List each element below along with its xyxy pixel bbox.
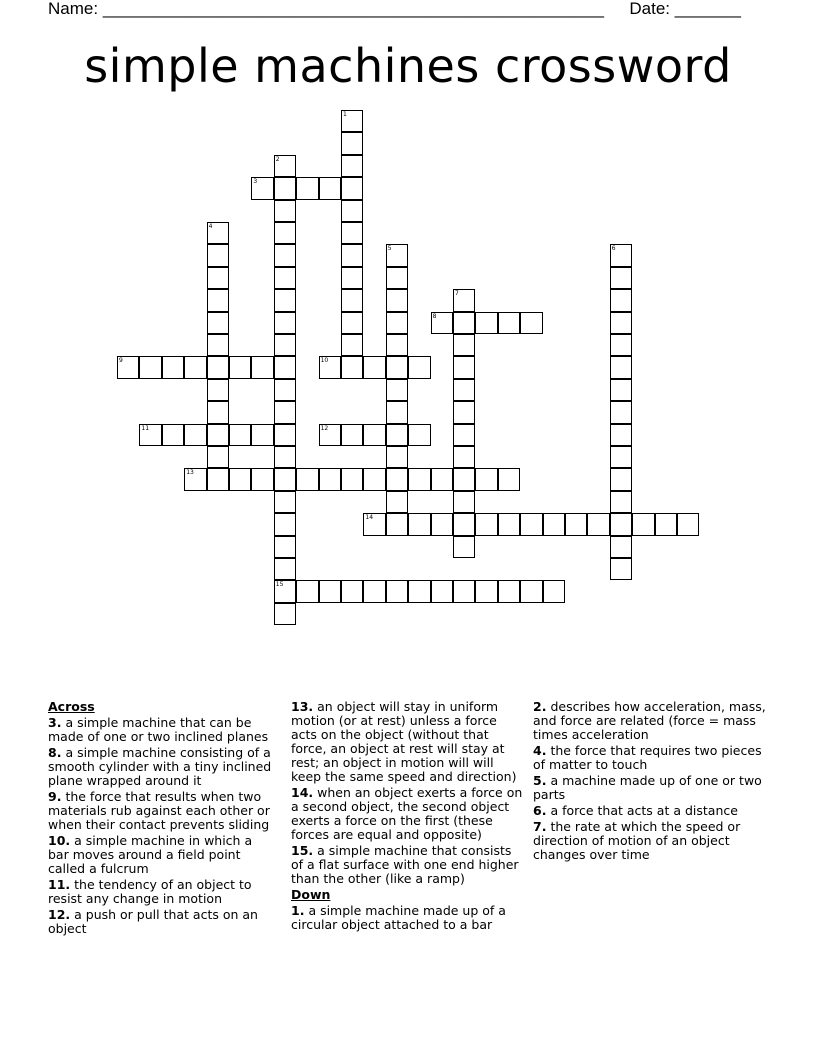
grid-cell[interactable] — [341, 312, 363, 334]
grid-cell[interactable] — [610, 289, 632, 311]
grid-cell[interactable] — [610, 491, 632, 513]
grid-cell[interactable] — [251, 468, 273, 490]
grid-cell[interactable] — [386, 424, 408, 446]
clue-text: a simple machine consisting of a smooth cylinder with a tiny inclined plane wrapped around it — [48, 745, 272, 788]
cell-number: 13 — [186, 469, 194, 477]
grid-cell[interactable] — [386, 513, 408, 535]
clue-text: describes how acceleration, mass, and force are related (force = mass times acceleration — [533, 699, 766, 742]
grid-cell[interactable] — [610, 558, 632, 580]
grid-cell[interactable] — [341, 289, 363, 311]
clue-across-9 — [48, 790, 276, 832]
grid-cell[interactable] — [453, 446, 475, 468]
clue-across-15 — [291, 844, 523, 886]
cell-number: 3 — [253, 178, 258, 186]
cell-number: 7 — [455, 290, 459, 298]
grid-cell[interactable] — [341, 132, 363, 154]
cell-number: 1 — [343, 111, 347, 118]
grid-cell[interactable] — [207, 356, 229, 378]
grid-cell[interactable] — [453, 401, 475, 423]
grid-cell[interactable] — [162, 424, 184, 446]
cell-number: 8 — [432, 312, 437, 320]
grid-cell[interactable] — [408, 424, 430, 446]
grid-cell[interactable] — [386, 468, 408, 490]
grid-cell[interactable] — [319, 580, 341, 602]
grid-cell[interactable] — [162, 356, 184, 378]
grid-cell[interactable] — [341, 200, 363, 222]
grid-cell[interactable] — [520, 580, 542, 602]
cell-number: 14 — [365, 514, 374, 522]
grid-cell[interactable] — [587, 513, 609, 535]
grid-cell[interactable] — [274, 424, 296, 446]
clue-text: when an object exerts a force on a second object, the second object exerts a force on the first (these forces are equal and opposite) — [291, 785, 523, 842]
clue-number: 11. — [48, 877, 71, 892]
clue-across-12 — [48, 908, 276, 936]
clue-number: 6. — [533, 803, 547, 818]
grid-cell[interactable] — [274, 491, 296, 513]
grid-cell[interactable] — [386, 289, 408, 311]
grid-cell[interactable] — [431, 468, 453, 490]
clue-text: the force that requires two pieces of matter to touch — [533, 743, 762, 772]
grid-cell[interactable] — [184, 424, 206, 446]
grid-cell[interactable] — [274, 558, 296, 580]
clue-across-14 — [291, 786, 523, 842]
clue-text: a simple machine that can be made of one or two inclined planes — [48, 715, 269, 744]
clue-text: a force that acts at a distance — [550, 803, 738, 818]
grid-cell[interactable] — [386, 401, 408, 423]
grid-cell[interactable] — [207, 289, 229, 311]
grid-cell[interactable] — [274, 603, 296, 625]
grid-cell[interactable] — [341, 356, 363, 378]
grid-cell[interactable] — [274, 200, 296, 222]
grid-cell[interactable] — [520, 513, 542, 535]
grid-cell[interactable] — [341, 177, 363, 199]
grid-cell[interactable] — [386, 379, 408, 401]
clue-text: a simple machine in which a bar moves around a field point called a fulcrum — [48, 833, 253, 876]
grid-cell[interactable] — [341, 267, 363, 289]
cell-number: 10 — [320, 357, 329, 365]
grid-cell[interactable] — [386, 580, 408, 602]
grid-cell[interactable] — [207, 379, 229, 401]
grid-cell[interactable] — [565, 513, 587, 535]
name-label: Name: — [48, 0, 99, 18]
grid-cell[interactable] — [475, 312, 497, 334]
grid-cell[interactable] — [184, 356, 206, 378]
grid-cell[interactable] — [408, 468, 430, 490]
cell-number: 2 — [275, 155, 280, 163]
down-heading: Down — [291, 887, 331, 902]
grid-cell[interactable] — [319, 468, 341, 490]
page-title: simple machines crossword — [84, 39, 732, 93]
clue-down-6 — [533, 804, 769, 818]
clue-number: 9. — [48, 789, 62, 804]
grid-cell[interactable] — [610, 468, 632, 490]
grid-cell[interactable] — [341, 155, 363, 177]
clue-number: 12. — [48, 907, 71, 922]
grid-cell[interactable] — [475, 580, 497, 602]
grid-cell[interactable] — [453, 356, 475, 378]
grid-cell[interactable] — [274, 334, 296, 356]
grid-cell[interactable] — [251, 424, 273, 446]
clue-number: 10. — [48, 833, 71, 848]
grid-cell[interactable] — [274, 468, 296, 490]
grid-cell[interactable] — [274, 379, 296, 401]
grid-cell[interactable] — [386, 312, 408, 334]
clue-across-13 — [291, 700, 523, 784]
cell-number: 6 — [611, 245, 616, 253]
grid-cell[interactable] — [610, 446, 632, 468]
grid-cell[interactable] — [341, 222, 363, 244]
grid-cell[interactable] — [251, 356, 273, 378]
clue-number: 3. — [48, 715, 62, 730]
grid-cell[interactable] — [296, 468, 318, 490]
grid-cell[interactable] — [207, 267, 229, 289]
grid-cell[interactable] — [341, 468, 363, 490]
clue-across-11 — [48, 878, 276, 906]
clue-text: a push or pull that acts on an object — [48, 907, 258, 936]
clue-text: an object will stay in uniform motion (or at rest) unless a force acts on the object (without that force, an object at rest will stay at rest; an object in motion will will keep the same speed and direction) — [291, 699, 517, 784]
grid-cell[interactable] — [296, 177, 318, 199]
grid-cell[interactable] — [386, 491, 408, 513]
grid-cell[interactable] — [453, 312, 475, 334]
cell-number: 11 — [141, 424, 150, 432]
grid-cell[interactable] — [453, 468, 475, 490]
grid-cell[interactable] — [274, 513, 296, 535]
grid-cell[interactable] — [408, 356, 430, 378]
clue-number: 5. — [533, 773, 547, 788]
grid-cell[interactable] — [229, 424, 251, 446]
grid-cell[interactable] — [341, 334, 363, 356]
grid-cell[interactable] — [274, 356, 296, 378]
grid-cell[interactable] — [520, 312, 542, 334]
grid-cell[interactable] — [475, 468, 497, 490]
grid-cell[interactable] — [319, 177, 341, 199]
grid-cell[interactable] — [363, 580, 385, 602]
grid-cell[interactable] — [453, 379, 475, 401]
grid-cell[interactable] — [498, 513, 520, 535]
clue-down-4 — [533, 744, 769, 772]
grid-cell[interactable] — [610, 312, 632, 334]
grid-cell[interactable] — [139, 356, 161, 378]
clue-down-2 — [533, 700, 769, 742]
grid-cell[interactable] — [498, 468, 520, 490]
cell-number: 4 — [208, 223, 213, 230]
grid-cell[interactable] — [610, 401, 632, 423]
grid-cell[interactable] — [453, 424, 475, 446]
clue-text: the tendency of an object to resist any change in motion — [48, 877, 252, 906]
grid-cell[interactable] — [274, 267, 296, 289]
grid-cell[interactable] — [386, 267, 408, 289]
grid-cell[interactable] — [610, 356, 632, 378]
grid-cell[interactable] — [386, 334, 408, 356]
grid-cell[interactable] — [453, 536, 475, 558]
grid-cell[interactable] — [207, 468, 229, 490]
grid-cell[interactable] — [274, 244, 296, 266]
grid-cell[interactable] — [386, 446, 408, 468]
grid-cell[interactable] — [610, 424, 632, 446]
clue-number: 15. — [291, 843, 314, 858]
grid-cell[interactable] — [207, 244, 229, 266]
clue-text: a simple machine made up of a circular object attached to a bar — [291, 903, 506, 932]
grid-cell[interactable] — [274, 446, 296, 468]
clue-number: 2. — [533, 699, 547, 714]
cell-number: 12 — [320, 424, 329, 432]
grid-cell[interactable] — [341, 244, 363, 266]
grid-cell[interactable] — [207, 401, 229, 423]
grid-cell[interactable] — [229, 356, 251, 378]
grid-cell[interactable] — [543, 513, 565, 535]
grid-cell[interactable] — [229, 468, 251, 490]
grid-cell[interactable] — [341, 424, 363, 446]
clues-column-3 — [533, 700, 769, 864]
grid-cell[interactable] — [363, 356, 385, 378]
grid-cell[interactable] — [274, 536, 296, 558]
grid-cell[interactable] — [677, 513, 699, 535]
grid-cell[interactable] — [274, 289, 296, 311]
grid-cell[interactable] — [632, 513, 654, 535]
grid-cell[interactable] — [431, 580, 453, 602]
cell-number: 5 — [387, 245, 392, 253]
grid-cell[interactable] — [363, 468, 385, 490]
grid-cell[interactable] — [498, 312, 520, 334]
clues-column-1 — [48, 700, 276, 938]
grid-cell[interactable] — [610, 334, 632, 356]
grid-cell[interactable] — [453, 334, 475, 356]
grid-cell[interactable] — [207, 312, 229, 334]
grid-cell[interactable] — [341, 580, 363, 602]
grid-cell[interactable] — [453, 580, 475, 602]
clue-text: a machine made up of one or two parts — [533, 773, 762, 802]
date-field-line[interactable]: _______ — [674, 0, 741, 18]
cell-number: 15 — [275, 581, 284, 589]
name-field-line[interactable]: _____________________________________________________ — [102, 0, 604, 18]
grid-cell[interactable] — [610, 379, 632, 401]
grid-cell[interactable] — [363, 424, 385, 446]
grid-cell[interactable] — [408, 580, 430, 602]
clue-text: the force that results when two materials rub against each other or when their contact prevents sliding — [48, 789, 270, 832]
clue-down-1 — [291, 904, 523, 932]
clue-number: 13. — [291, 699, 314, 714]
grid-cell[interactable] — [207, 424, 229, 446]
grid-cell[interactable] — [498, 580, 520, 602]
grid-cell[interactable] — [453, 491, 475, 513]
clue-across-8 — [48, 746, 276, 788]
grid-cell[interactable] — [610, 536, 632, 558]
clue-number: 4. — [533, 743, 547, 758]
clues-column-2 — [291, 700, 523, 934]
clue-down-5 — [533, 774, 769, 802]
grid-cell[interactable] — [431, 513, 453, 535]
grid-cell[interactable] — [610, 513, 632, 535]
clue-text: a simple machine that consists of a flat surface with one end higher than the other (like a ramp) — [291, 843, 519, 886]
clue-text: the rate at which the speed or direction of motion of an object changes over time — [533, 819, 741, 862]
clue-number: 7. — [533, 819, 547, 834]
grid-cell[interactable] — [274, 177, 296, 199]
grid-cell[interactable] — [408, 513, 430, 535]
grid-cell[interactable] — [655, 513, 677, 535]
clue-across-10 — [48, 834, 276, 876]
grid-cell[interactable] — [274, 312, 296, 334]
grid-cell[interactable] — [543, 580, 565, 602]
cell-number: 9 — [119, 357, 123, 365]
date-label: Date: — [629, 0, 671, 18]
clue-across-3 — [48, 716, 276, 744]
clue-number: 1. — [291, 903, 305, 918]
grid-cell[interactable] — [296, 580, 318, 602]
grid-cell[interactable] — [207, 446, 229, 468]
grid-cell[interactable] — [453, 513, 475, 535]
grid-cell[interactable] — [274, 222, 296, 244]
clue-number: 8. — [48, 745, 62, 760]
grid-cell[interactable] — [475, 513, 497, 535]
clue-down-7 — [533, 820, 769, 862]
grid-cell[interactable] — [274, 401, 296, 423]
across-heading: Across — [48, 699, 95, 714]
clue-number: 14. — [291, 785, 314, 800]
grid-cell[interactable] — [207, 334, 229, 356]
grid-cell[interactable] — [386, 356, 408, 378]
grid-cell[interactable] — [610, 267, 632, 289]
